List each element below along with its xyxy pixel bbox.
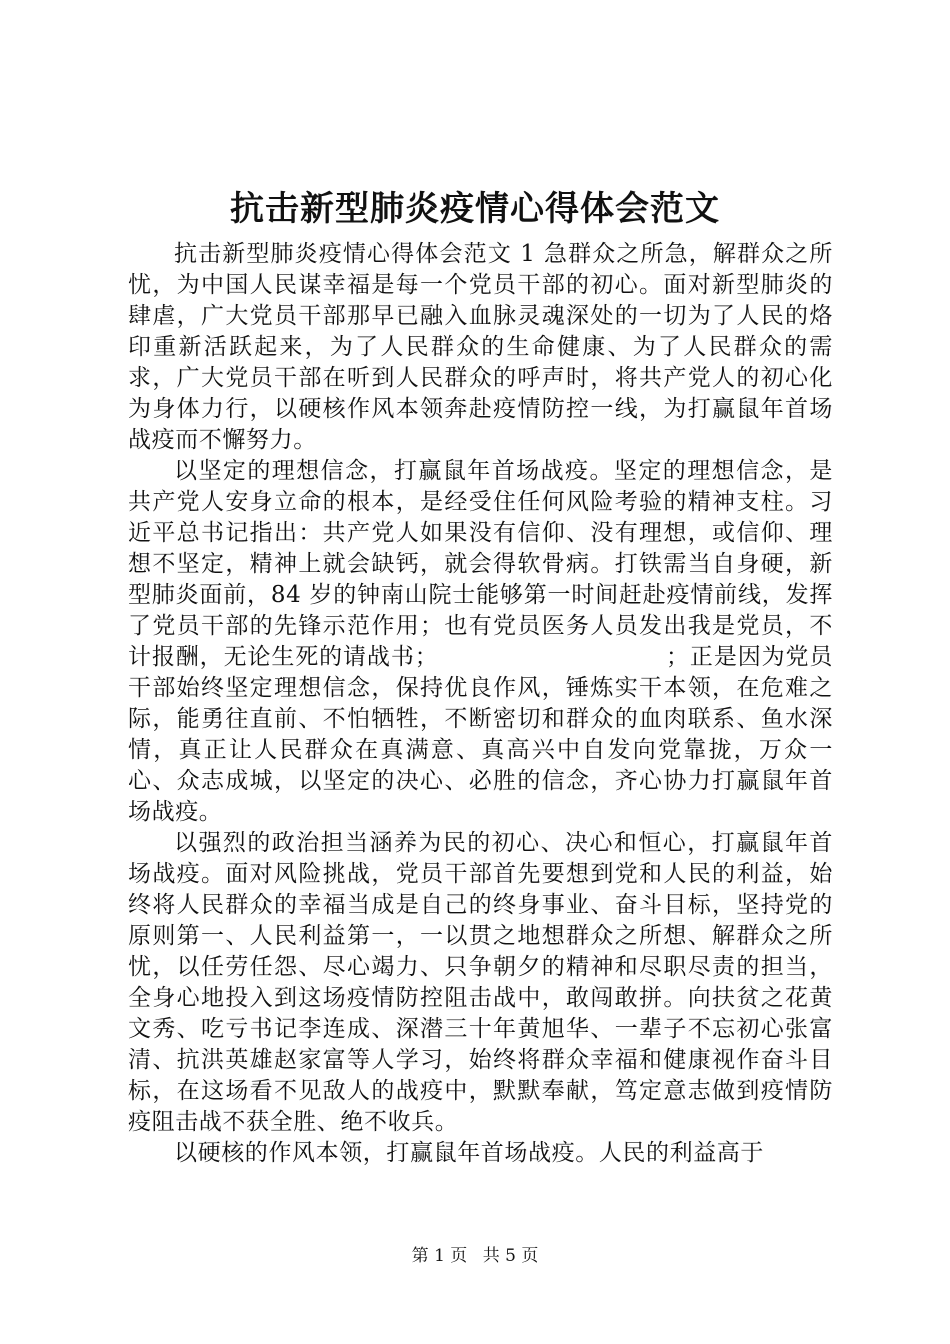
- page-number: 第 1 页: [411, 1246, 468, 1266]
- page-total: 共 5 页: [482, 1246, 539, 1266]
- paragraph: 以坚定的理想信念，打赢鼠年首场战疫。坚定的理想信念，是共产党人安身立命的根本，是经受住任何风险考验的精神支柱。习近平总书记指出：共产党人如果没有信仰、没有理想，或信仰、理想不坚定，精神上就会缺钙，就会得软骨病。打铁需当自身硬，新型肺炎面前，84 岁的钟南山院士能够第一时间赶赴疫情前线，发挥了党员干部的先锋示范作用；也有党员医务人员发出我是党员，不计报酬，无论生死的请战书； ；正是因为党员干部始终坚定理想信念，保持优良作风，锤炼实干本领，在危难之际，能勇往直前、不怕牺牲，不断密切和群众的血肉联系、鱼水深情，真正让人民群众在真满意、真高兴中自发向党靠拢，万众一心、众志成城，以坚定的决心、必胜的信念，齐心协力打赢鼠年首场战疫。: [128, 458, 833, 825]
- paragraph: 以硬核的作风本领，打赢鼠年首场战疫。人民的利益高于: [174, 1140, 764, 1166]
- paragraph: 以强烈的政治担当涵养为民的初心、决心和恒心，打赢鼠年首场战疫。面对风险挑战，党员干部首先要想到党和人民的利益，始终将人民群众的幸福当成是自己的终身事业、奋斗目标，坚持党的原则第一、人民利益第一，一以贯之地想群众之所想、解群众之所忧，以任劳任怨、尽心竭力、只争朝夕的精神和尽职尽责的担当，全身心地投入到这场疫情防控阻击战中，敢闯敢拼。向扶贫之花黄文秀、吃亏书记李连成、深潜三十年黄旭华、一辈子不忘初心张富清、抗洪英雄赵家富等人学习，始终将群众幸福和健康视作奋斗目标，在这场看不见敌人的战疫中，默默奉献，笃定意志做到疫情防疫阻击战不获全胜、绝不收兵。: [128, 830, 833, 1135]
- paragraph: 抗击新型肺炎疫情心得体会范文 1 急群众之所急，解群众之所忧，为中国人民谋幸福是每一个党员干部的初心。面对新型肺炎的肆虐，广大党员干部那早已融入血脉灵魂深处的一切为了人民的烙印重新活跃起来，为了人民群众的生命健康、为了人民群众的需求，广大党员干部在听到人民群众的呼声时，将共产党人的初心化为身体力行，以硬核作风本领奔赴疫情防控一线，为打赢鼠年首场战疫而不懈努力。: [128, 241, 833, 453]
- document-title: 抗击新型肺炎疫情心得体会范文: [230, 189, 720, 229]
- document-body: [128, 239, 833, 1169]
- page-footer: [0, 1244, 950, 1268]
